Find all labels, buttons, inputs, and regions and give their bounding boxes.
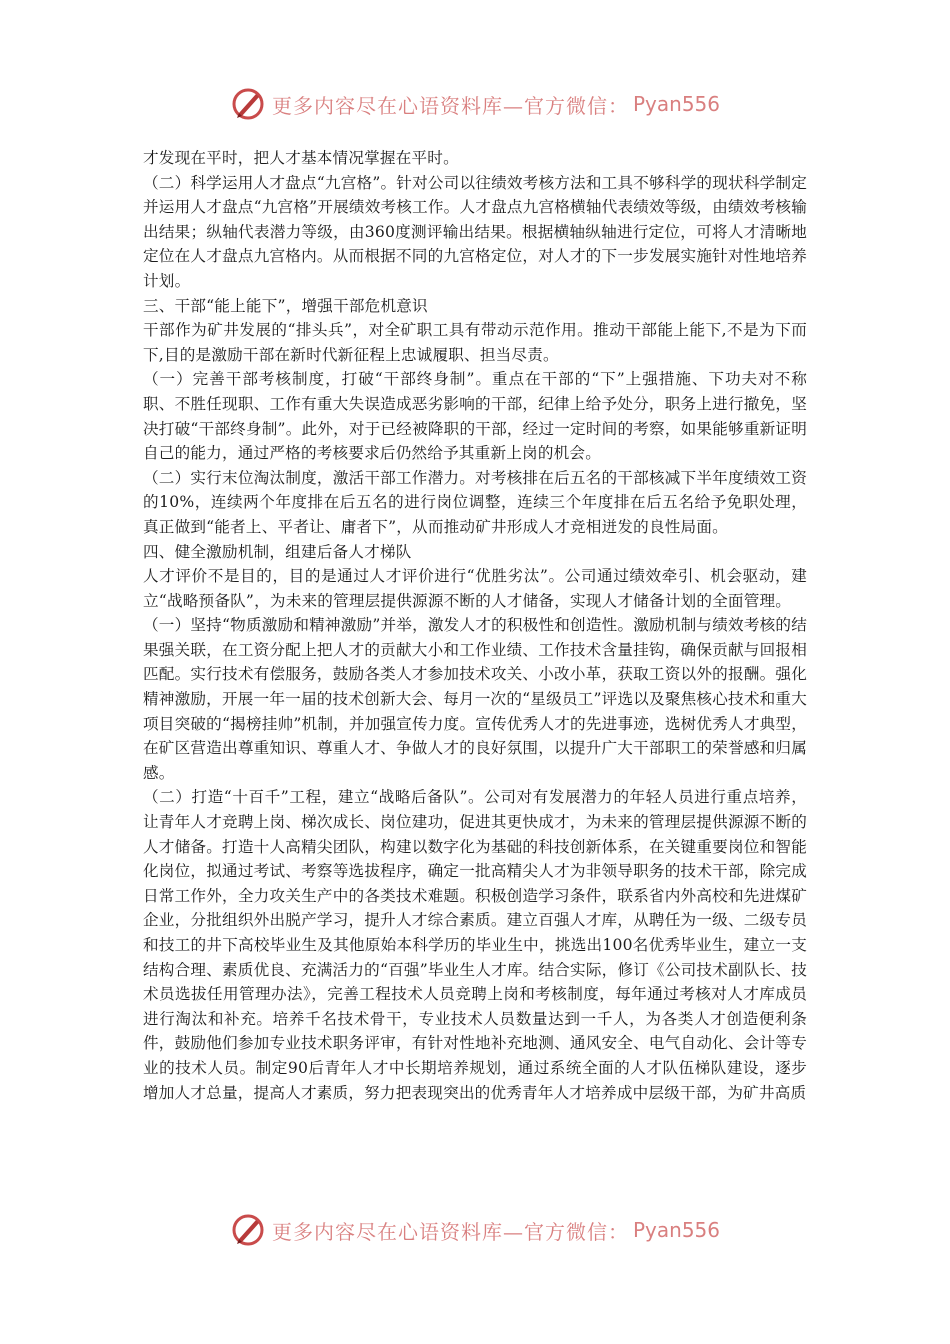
paragraph: （一）完善干部考核制度，打破“干部终身制”。重点在干部的“下”上强措施、下功夫对不称职、不胜任现职、工作有重大失误造成恶劣影响的干部，纪律上给予处分，职务上进行撤免，坚决打破“干部终身制”。此外，对于已经被降职的干部，经过一定时间的考察，如果能够重新证明自己的能力，通过严格的考核要求后仍然给予其重新上岗的机会。 [143, 370, 807, 463]
paragraph: （二）实行末位淘汰制度，激活干部工作潜力。对考核排在后五名的干部核减下半年度绩效工资的10%，连续两个年度排在后五名的进行岗位调整，连续三个年度排在后五名给予免职处理，真正做到“能者上、平者让、庸者下”，从而推动矿井形成人才竞相迸发的良性局面。 [143, 468, 807, 536]
banner-text: 更多内容尽在心语资料库—官方微信： [271, 1219, 629, 1244]
banner-wechat-id: Pyan556 [632, 92, 720, 116]
pen-logo-icon [230, 1212, 266, 1248]
footer-banner [0, 1206, 950, 1254]
section-heading: 四、健全激励机制，组建后备人才梯队 [143, 542, 412, 561]
paragraph: 人才评价不是目的，目的是通过人才评价进行“优胜劣汰”。公司通过绩效牵引、机会驱动，建立“战略预备队”，为未来的管理层提供源源不断的人才储备，实现人才储备计划的全面管理。 [143, 567, 807, 610]
section-heading: 三、干部“能上能下”，增强干部危机意识 [143, 296, 428, 315]
pen-logo-icon [230, 86, 266, 122]
header-banner [0, 80, 950, 128]
banner-wechat-id: Pyan556 [632, 1218, 720, 1242]
paragraph: 干部作为矿井发展的“排头兵”，对全矿职工具有带动示范作用。推动干部能上能下,不是为下而下,目的是激励干部在新时代新征程上忠诚履职、担当尽责。 [143, 321, 807, 364]
banner-text: 更多内容尽在心语资料库—官方微信： [271, 93, 629, 118]
document-body [143, 146, 807, 1105]
paragraph: （二）打造“十百千”工程，建立“战略后备队”。公司对有发展潜力的年轻人员进行重点培养，让青年人才竞聘上岗、梯次成长、岗位建功，促进其更快成才，为未来的管理层提供源源不断的人才储备。打造十人高精尖团队，构建以数字化为基础的科技创新体系，在关键重要岗位和智能化岗位，拟通过考试、考察等选拔程序，确定一批高精尖人才为非领导职务的技术干部，除完成日常工作外，全力攻关生产中的各类技术难题。积极创造学习条件，联系省内外高校和先进煤矿企业，分批组织外出脱产学习，提升人才综合素质。建立百强人才库，从聘任为一级、二级专员和技工的井下高校毕业生及其他原始本科学历的毕业生中，挑选出100名优秀毕业生，建立一支结构合理、素质优良、充满活力的“百强”毕业生人才库。结合实际，修订《公司技术副队长、技术员选拔任用管理办法》，完善工程技术人员竞聘上岗和考核制度，每年通过考核对人才库成员进行淘汰和补充。培养千名技术骨干，专业技术人员数量达到一千人，为各类人才创造便利条件，鼓励他们参加专业技术职务评审，有针对性地补充地测、通风安全、电气自动化、会计等专业的技术人员。制定90后青年人才中长期培养规划，通过系统全面的人才队伍梯队建设，逐步增加人才总量，提高人才素质，努力把表现突出的优秀青年人才培养成中层级干部，为矿井高质 [143, 788, 807, 1102]
paragraph: （二）科学运用人才盘点“九宫格”。针对公司以往绩效考核方法和工具不够科学的现状科学制定并运用人才盘点“九宫格”开展绩效考核工作。人才盘点九宫格横轴代表绩效等级，由绩效考核输出结果；纵轴代表潜力等级，由360度测评输出结果。根据横轴纵轴进行定位，可将人才清晰地定位在人才盘点九宫格内。从而根据不同的九宫格定位，对人才的下一步发展实施针对性地培养计划。 [143, 173, 807, 290]
paragraph: （一）坚持“物质激励和精神激励”并举，激发人才的积极性和创造性。激励机制与绩效考核的结果强关联，在工资分配上把人才的贡献大小和工作业绩、工作技术含量挂钩，确保贡献与回报相匹配。实行技术有偿服务，鼓励各类人才参加技术攻关、小改小革，获取工资以外的报酬。强化精神激励，开展一年一届的技术创新大会、每月一次的“星级员工”评选以及聚焦核心技术和重大项目突破的“揭榜挂帅”机制，并加强宣传力度。宣传优秀人才的先进事迹，选树优秀人才典型，在矿区营造出尊重知识、尊重人才、争做人才的良好氛围，以提升广大干部职工的荣誉感和归属感。 [143, 616, 807, 782]
paragraph: 才发现在平时，把人才基本情况掌握在平时。 [143, 149, 459, 167]
